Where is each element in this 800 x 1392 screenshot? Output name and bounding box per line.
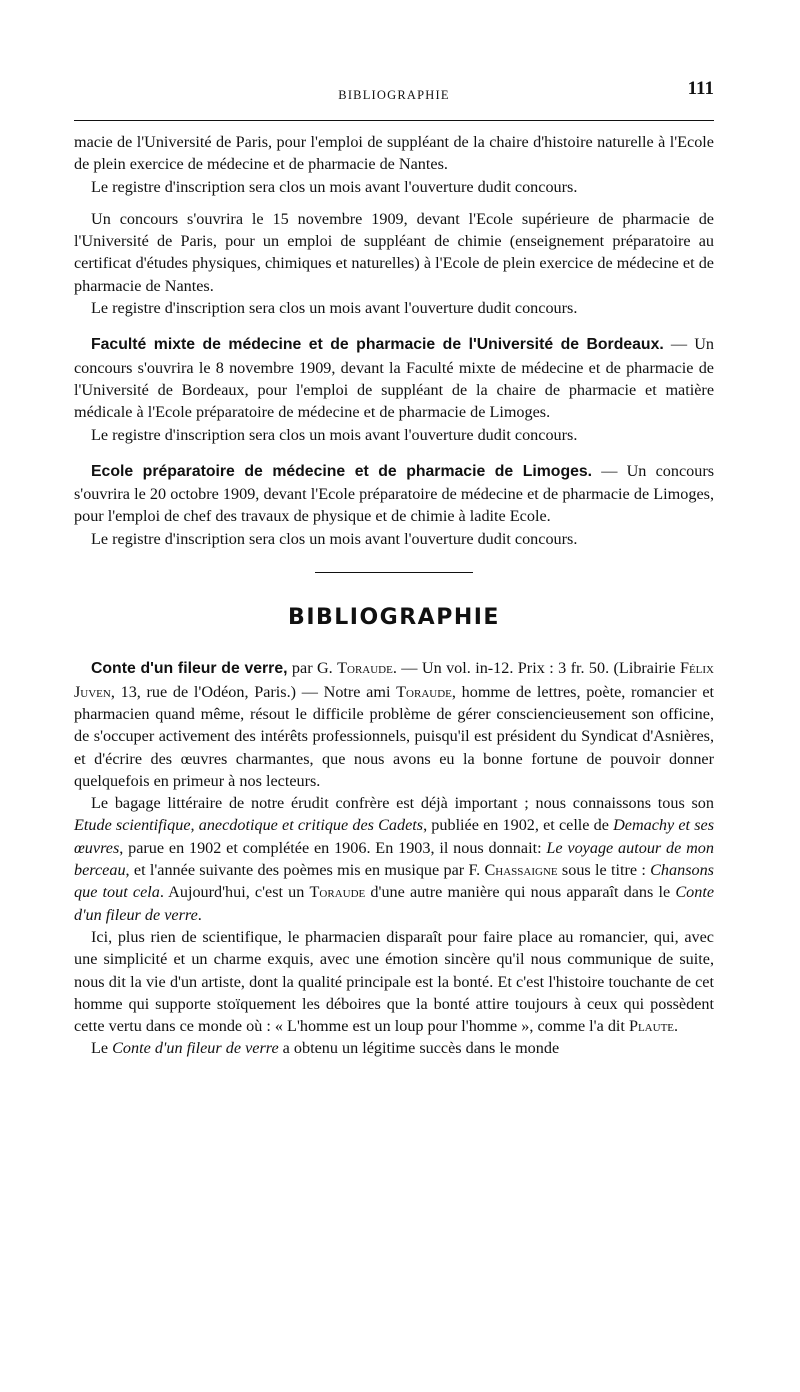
- review-paragraph: [74, 1037, 714, 1059]
- notice-paragraph: Le registre d'inscription sera clos un mois avant l'ouverture dudit concours.: [91, 425, 578, 444]
- notice-text: — Un concours s'ouvrira le 20 octobre 1909, devant l'Ecole préparatoire de médecine et de pharmacie de Limoges, pour l'emploi de chef des travaux de physique et de chimie à ladite Ecole.: [74, 461, 715, 526]
- notice-heading: Faculté mixte de médecine et de pharmacie de l'Université de Bordeaux.: [91, 336, 664, 354]
- notice-paragraph: Un concours s'ouvrira le 15 novembre 1909, devant l'Ecole supérieure de pharmacie de l'Université de Paris, pour un emploi de suppléant de chimie (enseignement préparatoire au certificat d'études physiques, chimiques et naturelles) à l'Ecole de plein exercice de médecine et de pharmacie de Nantes.: [74, 209, 714, 295]
- notice-text: — Un concours s'ouvrira le 8 novembre 1909, devant la Faculté mixte de médecine et de pharmacie de l'Université de Bordeaux, pour l'emploi de suppléant de la chaire de pharmacie et matière médicale à l'Ecole préparatoire de médecine et de pharmacie de Limoges.: [74, 335, 714, 422]
- section-title: BIBLIOGRAPHIE: [288, 605, 500, 631]
- notice-paragraph: macie de l'Université de Paris, pour l'emploi de suppléant de la chaire d'histoire naturelle à l'Ecole de plein exercice de médecine et de pharmacie de Nantes.: [74, 133, 714, 174]
- review-text: sous le titre :: [557, 861, 651, 880]
- author-name: Toraude: [396, 682, 452, 701]
- author-name: Toraude: [309, 883, 366, 902]
- review-text: .: [197, 905, 202, 924]
- review-text: Ici, plus rien de scientifique, le pharmacien disparaît pour faire place au romancier, qui, avec une simplicité et un charme exquis, avec une émotion sincère qu'il nous communique de suite, nous dit la vie d'un artiste, dont la qualité principale est la bonté. Et c'est l'histoire touchante de cet homme qui supporte stoïquement les déboires que la bonté attire toujours à ceux qui possèdent cette vertu dans ce monde où : « L'homme est un loup pour l'homme », comme l'a dit: [74, 927, 714, 1036]
- review-text: , 13, rue de l'Odéon, Paris.) — Notre ami: [110, 682, 397, 701]
- review-text: , parue en 1902 et complétée en 1906. En 1903, il nous donnait:: [119, 838, 547, 857]
- review-paragraph: [74, 926, 714, 1037]
- notice-limoges: [74, 460, 714, 528]
- running-title: BIBLIOGRAPHIE: [338, 88, 450, 102]
- review-paragraph: [74, 657, 714, 792]
- work-title: Conte d'un fileur de verre: [74, 883, 715, 924]
- work-title: Demachy et ses œuvres: [74, 816, 714, 857]
- author-name: Toraude: [337, 659, 393, 678]
- review-text: , et l'année suivante des poèmes mis en musique par F.: [125, 861, 485, 880]
- book-title: Conte d'un fileur de verre,: [91, 660, 288, 678]
- section-separator: [315, 572, 473, 573]
- review-text: Le bagage littéraire de notre érudit confrère est déjà important ; nous connaissons tous son: [91, 794, 714, 813]
- page: [74, 78, 714, 1060]
- work-title: Chansons que tout cela: [74, 861, 714, 902]
- review-text: , homme de lettres, poète, romancier et pharmacien quand même, résout le difficile problème de gérer consciencieusement son officine, de s'occuper activement des intérêts professionnels, puisqu'il est président du Syndicat d'Asnières, et d'écrire des œuvres charmantes, que nous avons eu la bonne fortune de pouvoir donner quelquefois en primeur à nos lecteurs.: [74, 682, 714, 790]
- notice-bordeaux: [74, 333, 714, 423]
- review-text: Le: [91, 1039, 113, 1058]
- plaute-name: Plaute: [628, 1017, 675, 1036]
- review-text: par G.: [287, 659, 338, 678]
- work-title: Conte d'un fileur de verre: [112, 1039, 279, 1058]
- review-text: . Aujourd'hui, c'est un: [159, 883, 310, 902]
- notice-paragraph: Le registre d'inscription sera clos un mois avant l'ouverture dudit concours.: [91, 299, 578, 318]
- review-text: d'une autre manière qui nous apparaît dans le: [365, 883, 676, 902]
- notice-heading: Ecole préparatoire de médecine et de pharmacie de Limoges.: [91, 462, 593, 480]
- review-text: . — Un vol. in-12. Prix : 3 fr. 50. (Librairie: [392, 659, 680, 678]
- page-number: 111: [687, 78, 714, 99]
- review-text: .: [674, 1017, 679, 1036]
- running-head: [74, 78, 714, 106]
- review-text: , publiée en 1902, et celle de: [423, 816, 614, 835]
- work-title: Le voyage autour de mon berceau: [74, 838, 714, 880]
- composer-name: Chassaigne: [484, 861, 558, 880]
- review-text: a obtenu un légitime succès dans le monde: [278, 1039, 560, 1058]
- notice-paragraph: Le registre d'inscription sera clos un mois avant l'ouverture dudit concours.: [91, 177, 578, 196]
- publisher-name: Félix Juven: [74, 659, 715, 701]
- notice-paragraph: Le registre d'inscription sera clos un mois avant l'ouverture dudit concours.: [91, 529, 578, 548]
- header-rule: [74, 120, 714, 121]
- work-title: Etude scientifique, anecdotique et critique des Cadets: [74, 816, 424, 835]
- review-paragraph: [74, 792, 714, 926]
